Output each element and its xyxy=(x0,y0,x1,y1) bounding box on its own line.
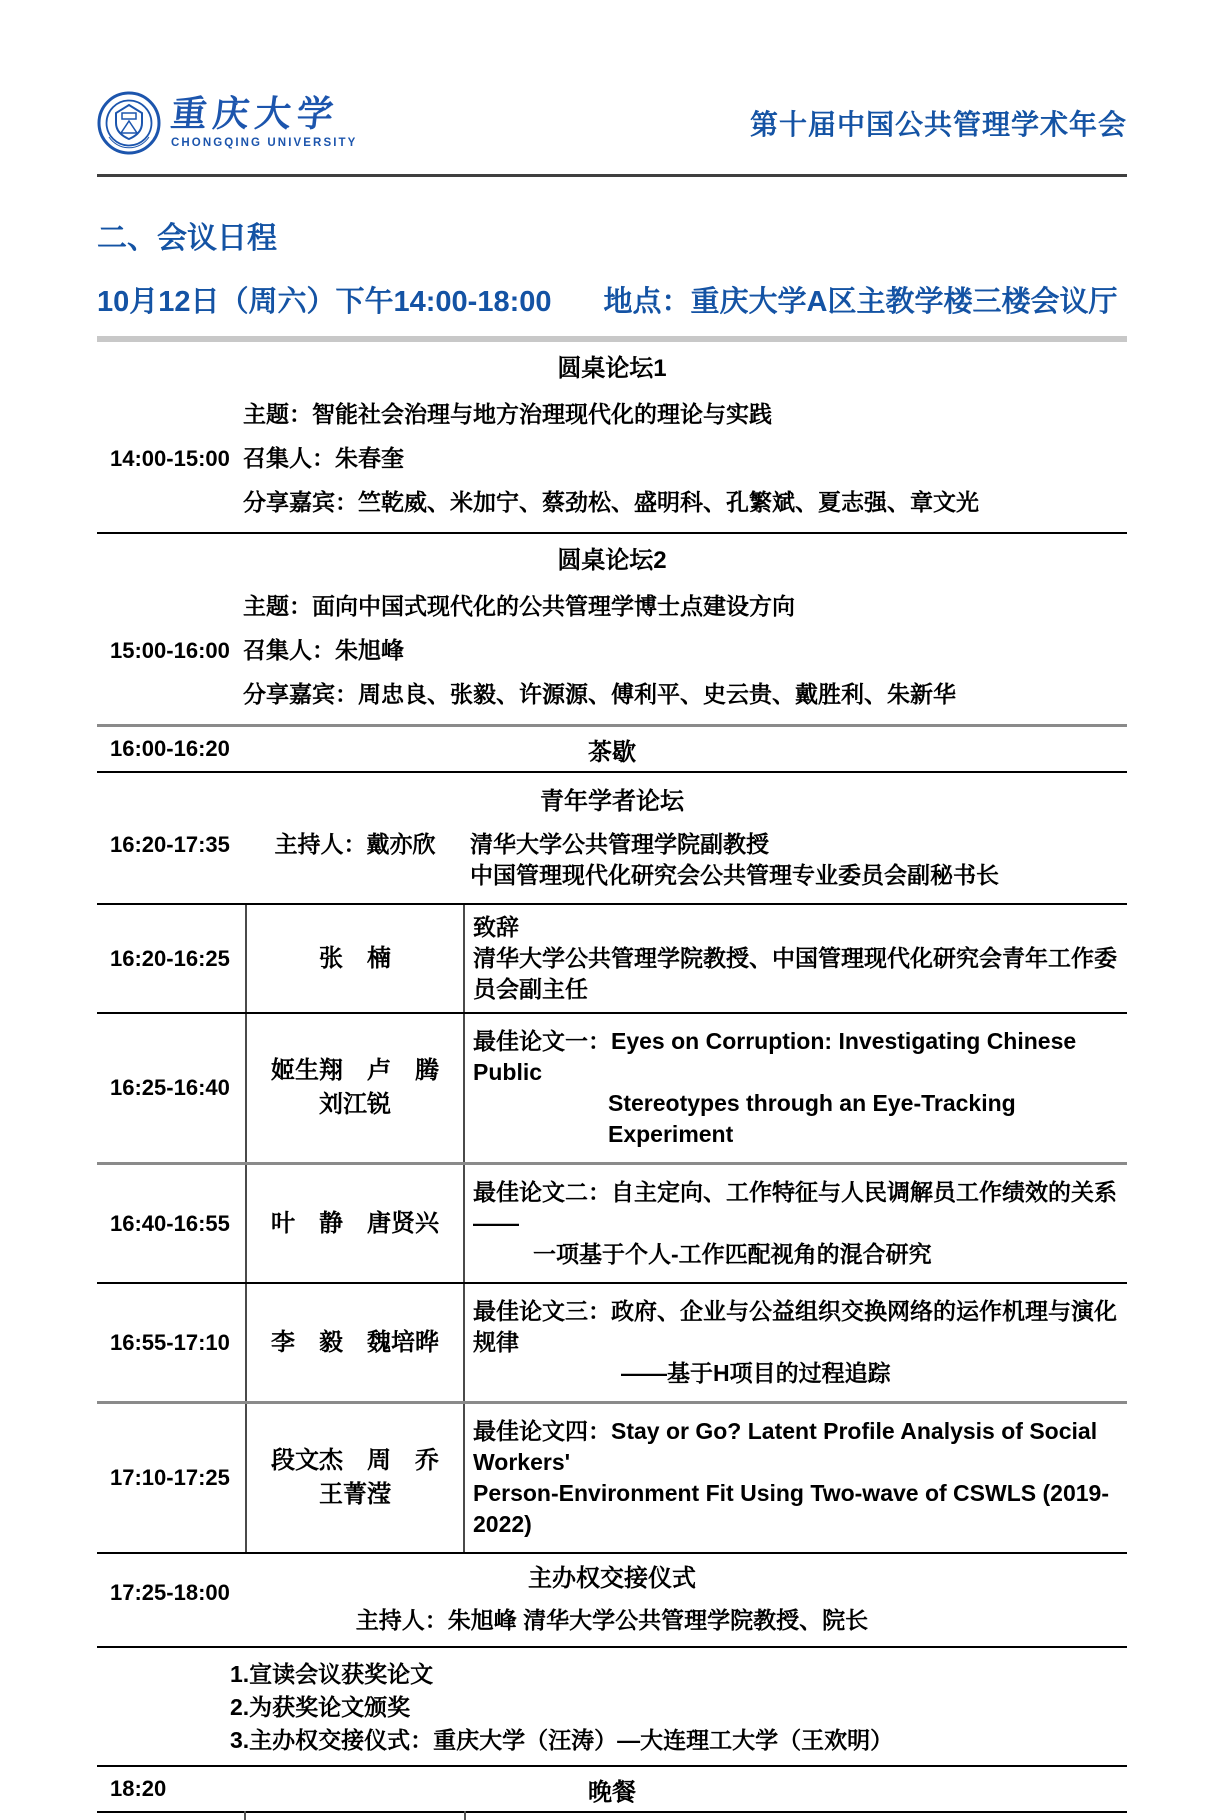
session-2-paper-line-2: Stereotypes through an Eye-Tracking Experiment xyxy=(608,1090,1016,1147)
youth-forum-host: 主持人：戴亦欣 xyxy=(274,831,436,857)
session-2-name-line-1: 姬生翔 卢 腾 xyxy=(271,1057,439,1084)
session-5-name-line-2: 王菁滢 xyxy=(319,1481,391,1508)
session-5-time: 17:10-17:25 xyxy=(110,1465,230,1490)
table-column-tick xyxy=(464,1811,466,1820)
session-2-name-line-2: 刘江锐 xyxy=(319,1091,391,1118)
dinner-row xyxy=(97,1767,1127,1813)
conference-title: 第十届中国公共管理学术年会 xyxy=(749,109,1127,140)
header-divider xyxy=(97,174,1127,177)
agenda-section-title: 二、会议日程 xyxy=(97,222,277,255)
host-title-line-2: 中国管理现代化研究会公共管理专业委员会副秘书长 xyxy=(470,862,999,888)
session-2-time: 16:25-16:40 xyxy=(110,1075,230,1100)
table-column-tick xyxy=(244,1811,246,1820)
forum-2-topic: 主题：面向中国式现代化的公共管理学博士点建设方向 xyxy=(243,593,795,619)
forum-1-topic: 主题：智能社会治理与地方治理现代化的理论与实践 xyxy=(243,401,772,427)
session-2-description xyxy=(465,1014,1128,1162)
session-5-description xyxy=(465,1404,1128,1552)
session-5-name-line-1: 段文杰 周 乔 xyxy=(271,1447,439,1474)
agenda-date-row xyxy=(97,279,1127,320)
session-row-3 xyxy=(97,1165,1127,1284)
university-seal-icon xyxy=(97,91,161,155)
session-3-names xyxy=(245,1165,465,1282)
session-4-paper-line-1: 最佳论文三：政府、企业与公益组织交换网络的运作机理与演化规律 xyxy=(473,1298,1117,1355)
schedule-table xyxy=(97,342,1127,1813)
session-4-time: 16:55-17:10 xyxy=(110,1329,230,1355)
forum-2-convener: 召集人：朱旭峰 xyxy=(243,637,404,663)
youth-forum-host-titles xyxy=(465,829,1128,891)
forum-2-convener-row xyxy=(97,635,1127,666)
session-3-description xyxy=(465,1165,1128,1282)
handover-items-row xyxy=(97,1648,1127,1767)
handover-item-1: 1.宣读会议获奖论文 xyxy=(230,1661,434,1687)
handover-item-3: 3.主办权交接仪式：重庆大学（汪涛）—大连理工大学（王欢明） xyxy=(230,1727,894,1753)
session-4-names xyxy=(245,1284,465,1401)
session-1-names xyxy=(245,905,465,1012)
session-1-time: 16:20-16:25 xyxy=(110,945,230,971)
session-3-paper-line-2: 一项基于个人-工作匹配视角的混合研究 xyxy=(533,1241,932,1267)
handover-ceremony-row xyxy=(97,1554,1127,1648)
forum-1-topic-row xyxy=(97,399,1127,430)
dinner-label: 晚餐 xyxy=(588,1778,636,1806)
conference-program-page xyxy=(0,86,1224,1806)
university-name-zh: 重庆大学 xyxy=(168,94,342,135)
session-3-time: 16:40-16:55 xyxy=(110,1210,230,1236)
host-title-line-1: 清华大学公共管理学院副教授 xyxy=(470,831,769,857)
forum-1-title: 圆桌论坛1 xyxy=(557,355,667,382)
agenda-location: 地点：重庆大学A区主教学楼三楼会议厅 xyxy=(603,286,1118,318)
roundtable-forum-1 xyxy=(97,342,1127,534)
session-row-4 xyxy=(97,1284,1127,1404)
youth-forum-header xyxy=(97,773,1127,905)
dinner-time: 18:20 xyxy=(110,1776,167,1801)
handover-title: 主办权交接仪式 xyxy=(528,1565,696,1592)
forum-2-title: 圆桌论坛2 xyxy=(557,547,667,574)
session-3-paper-line-1: 最佳论文二：自主定向、工作特征与人民调解员工作绩效的关系—— xyxy=(473,1179,1117,1236)
youth-forum-time: 16:20-17:35 xyxy=(110,832,230,857)
session-1-heading: 致辞 xyxy=(473,914,519,940)
tea-break-time: 16:00-16:20 xyxy=(110,736,230,761)
session-4-paper-line-2: ——基于H项目的过程追踪 xyxy=(621,1360,891,1386)
tea-break-label: 茶歇 xyxy=(588,738,636,766)
forum-1-guests: 分享嘉宾：竺乾威、米加宁、蔡劲松、盛明科、孔繁斌、夏志强、章文光 xyxy=(243,489,979,515)
session-3-name-line-1: 叶 静 唐贤兴 xyxy=(271,1209,439,1237)
forum-2-topic-row xyxy=(97,591,1127,622)
forum-2-time: 15:00-16:00 xyxy=(110,638,230,663)
handover-time: 17:25-18:00 xyxy=(110,1580,230,1605)
forum-1-guests-row xyxy=(97,487,1127,518)
session-5-paper-line-2: Person-Environment Fit Using Two-wave of CSWLS (2019-2022) xyxy=(473,1480,1109,1537)
agenda-datetime: 10月12日（周六）下午14:00-18:00 xyxy=(97,286,552,318)
handover-host-line: 主持人：朱旭峰 清华大学公共管理学院教授、院长 xyxy=(355,1607,869,1633)
session-2-paper-line-1: 最佳论文一：Eyes on Corruption: Investigating Chinese Public xyxy=(473,1028,1077,1085)
session-1-name-line-1: 张 楠 xyxy=(319,944,391,972)
university-logo xyxy=(97,91,357,155)
session-row-1 xyxy=(97,905,1127,1014)
roundtable-forum-2 xyxy=(97,534,1127,727)
session-row-2 xyxy=(97,1014,1127,1165)
youth-forum-host-row xyxy=(97,829,1127,891)
forum-1-time: 14:00-15:00 xyxy=(110,446,230,471)
session-2-names xyxy=(245,1014,465,1162)
session-1-text: 清华大学公共管理学院教授、中国管理现代化研究会青年工作委员会副主任 xyxy=(473,945,1117,1002)
session-4-description xyxy=(465,1284,1128,1401)
forum-1-convener-row xyxy=(97,443,1127,474)
session-row-5 xyxy=(97,1404,1127,1554)
session-4-name-line-1: 李 毅 魏培晔 xyxy=(271,1328,439,1356)
handover-item-2: 2.为获奖论文颁奖 xyxy=(230,1694,411,1720)
session-5-names xyxy=(245,1404,465,1552)
university-logo-text xyxy=(168,94,358,150)
youth-forum-title: 青年学者论坛 xyxy=(540,788,684,815)
session-5-paper-line-1: 最佳论文四：Stay or Go? Latent Profile Analysis of Social Workers' xyxy=(473,1418,1098,1475)
session-1-description xyxy=(465,905,1128,1012)
university-name-en: CHONGQING UNIVERSITY xyxy=(171,137,358,150)
forum-2-guests: 分享嘉宾：周忠良、张毅、许源源、傅利平、史云贵、戴胜利、朱新华 xyxy=(243,681,956,707)
page-header xyxy=(97,86,1127,160)
forum-1-convener: 召集人：朱春奎 xyxy=(243,445,404,471)
forum-2-guests-row xyxy=(97,679,1127,710)
tea-break-row xyxy=(97,727,1127,773)
